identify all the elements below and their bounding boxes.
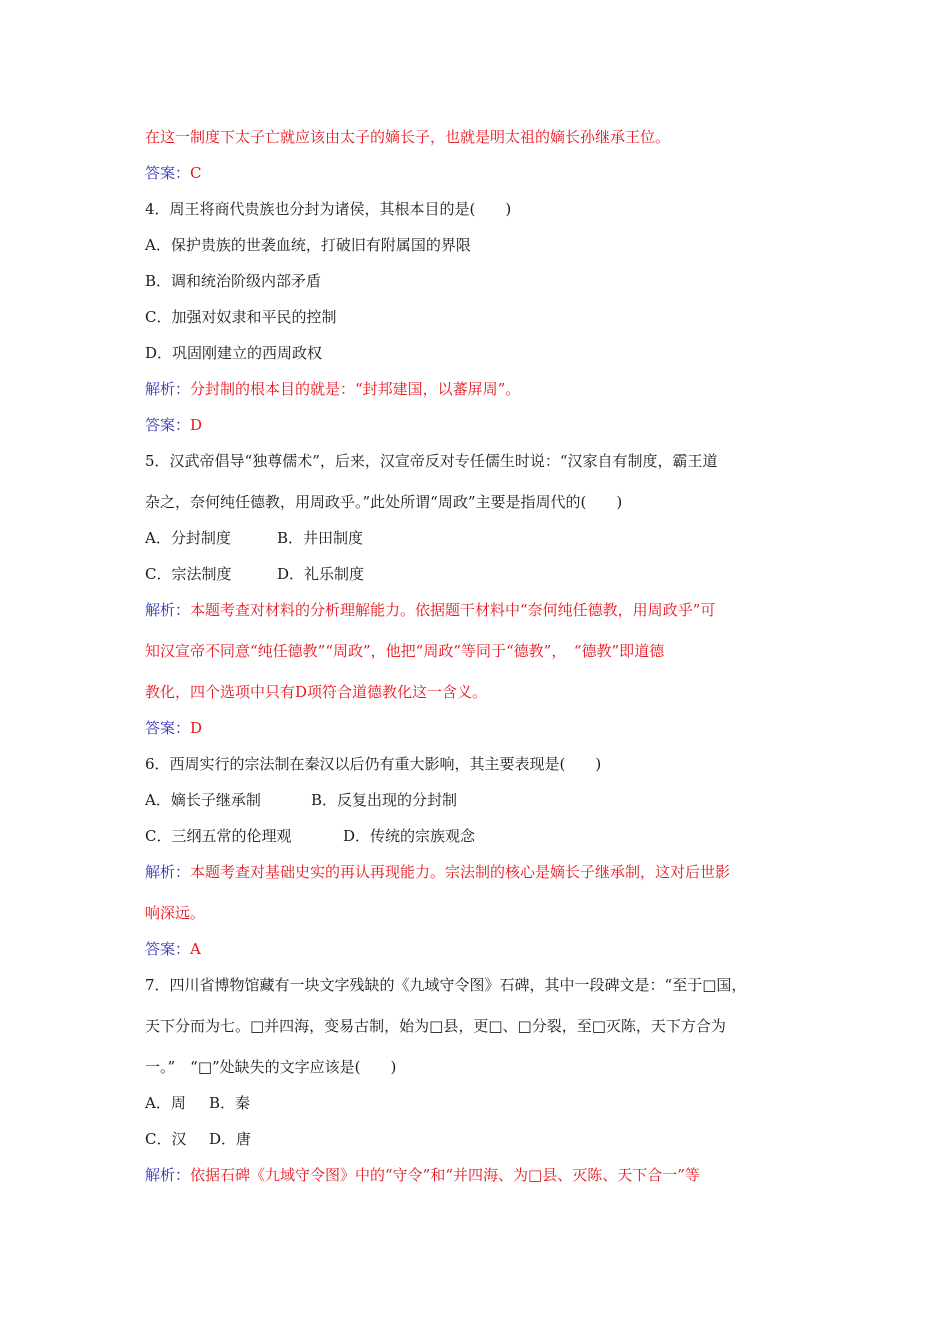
answer-label: 答案： xyxy=(145,940,191,958)
q7-option-b: B．秦 xyxy=(209,1094,251,1112)
q6-option-b: B．反复出现的分封制 xyxy=(311,791,458,809)
q5-analysis-line-2: 知汉宣帝不同意“纯任德教”“周政”，他把“周政”等同于“德教”， “德教”即道德 xyxy=(145,642,665,660)
answer-value: D xyxy=(190,719,203,737)
q5-options-cd xyxy=(145,564,815,584)
q7-option-d: D．唐 xyxy=(209,1130,252,1148)
q5-option-c: C．宗法制度 xyxy=(145,565,232,583)
q3-analysis-tail: 在这一制度下太子亡就应该由太子的嫡长子，也就是明太祖的嫡长孙继承王位。 xyxy=(145,128,671,146)
q7-stem-line-3: 一。” “□”处缺失的文字应该是( ) xyxy=(145,1058,397,1076)
q6-analysis-line-1 xyxy=(145,862,815,882)
q5-stem-line-1: 5．汉武帝倡导“独尊儒术”，后来，汉宣帝反对专任儒生时说：“汉家自有制度，霸王道 xyxy=(145,452,718,470)
q5-stem-line-2: 杂之，奈何纯任德教，用周政乎。”此处所谓“周政”主要是指周代的( ) xyxy=(145,493,623,511)
q6-stem: 6．西周实行的宗法制在秦汉以后仍有重大影响，其主要表现是( ) xyxy=(145,755,602,773)
q5-answer xyxy=(145,718,815,738)
answer-value: D xyxy=(190,416,203,434)
analysis-text: 分封制的根本目的就是：“封邦建国，以蕃屏周”。 xyxy=(190,380,521,398)
q4-analysis xyxy=(145,379,815,399)
analysis-text: 本题考查对材料的分析理解能力。依据题干材料中“奈何纯任德教，用周政乎”可 xyxy=(190,601,716,619)
q6-answer xyxy=(145,939,815,959)
q5-options-ab xyxy=(145,528,815,548)
answer-label: 答案： xyxy=(145,164,191,182)
q7-option-c: C．汉 xyxy=(145,1130,187,1148)
q7-options-cd xyxy=(145,1129,815,1149)
answer-label: 答案： xyxy=(145,416,191,434)
q5-analysis-line-1 xyxy=(145,600,815,620)
answer-value: A xyxy=(190,940,201,958)
q3-answer xyxy=(145,163,815,183)
q5-option-b: B．井田制度 xyxy=(277,529,364,547)
q7-options-ab xyxy=(145,1093,815,1113)
q4-stem: 4．周王将商代贵族也分封为诸侯，其根本目的是( ) xyxy=(145,200,512,218)
answer-value: C xyxy=(190,164,202,182)
analysis-label: 解析： xyxy=(145,601,191,619)
analysis-label: 解析： xyxy=(145,863,191,881)
analysis-label: 解析： xyxy=(145,1166,191,1184)
q6-options-ab xyxy=(145,790,815,810)
q7-stem-line-2: 天下分而为七。□并四海，变易古制，始为□县，更□、□分裂，至□灭陈，天下方合为 xyxy=(145,1017,726,1035)
q4-option-c: C．加强对奴隶和平民的控制 xyxy=(145,308,337,326)
analysis-label: 解析： xyxy=(145,380,191,398)
analysis-text: 依据石碑《九域守令图》中的“守令”和“并四海、为□县、灭陈、天下合一”等 xyxy=(190,1166,700,1184)
q5-option-a: A．分封制度 xyxy=(145,529,231,547)
q5-analysis-line-3: 教化，四个选项中只有D项符合道德教化这一含义。 xyxy=(145,683,488,701)
q7-analysis-line-1 xyxy=(145,1165,815,1185)
q5-option-d: D．礼乐制度 xyxy=(277,565,365,583)
analysis-text: 本题考查对基础史实的再认再现能力。宗法制的核心是嫡长子继承制，这对后世影 xyxy=(190,863,731,881)
q6-option-d: D．传统的宗族观念 xyxy=(343,827,476,845)
q6-option-c: C．三纲五常的伦理观 xyxy=(145,827,292,845)
q4-answer xyxy=(145,415,815,435)
answer-label: 答案： xyxy=(145,719,191,737)
q4-option-a: A．保护贵族的世袭血统，打破旧有附属国的界限 xyxy=(145,236,471,254)
q6-options-cd xyxy=(145,826,815,846)
q4-option-b: B．调和统治阶级内部矛盾 xyxy=(145,272,322,290)
q6-option-a: A．嫡长子继承制 xyxy=(145,791,261,809)
q7-option-a: A．周 xyxy=(145,1094,186,1112)
q4-option-d: D．巩固刚建立的西周政权 xyxy=(145,344,323,362)
q7-stem-line-1: 7．四川省博物馆藏有一块文字残缺的《九域守令图》石碑，其中一段碑文是：“至于□国， xyxy=(145,976,747,994)
q6-analysis-line-2: 响深远。 xyxy=(145,904,206,922)
